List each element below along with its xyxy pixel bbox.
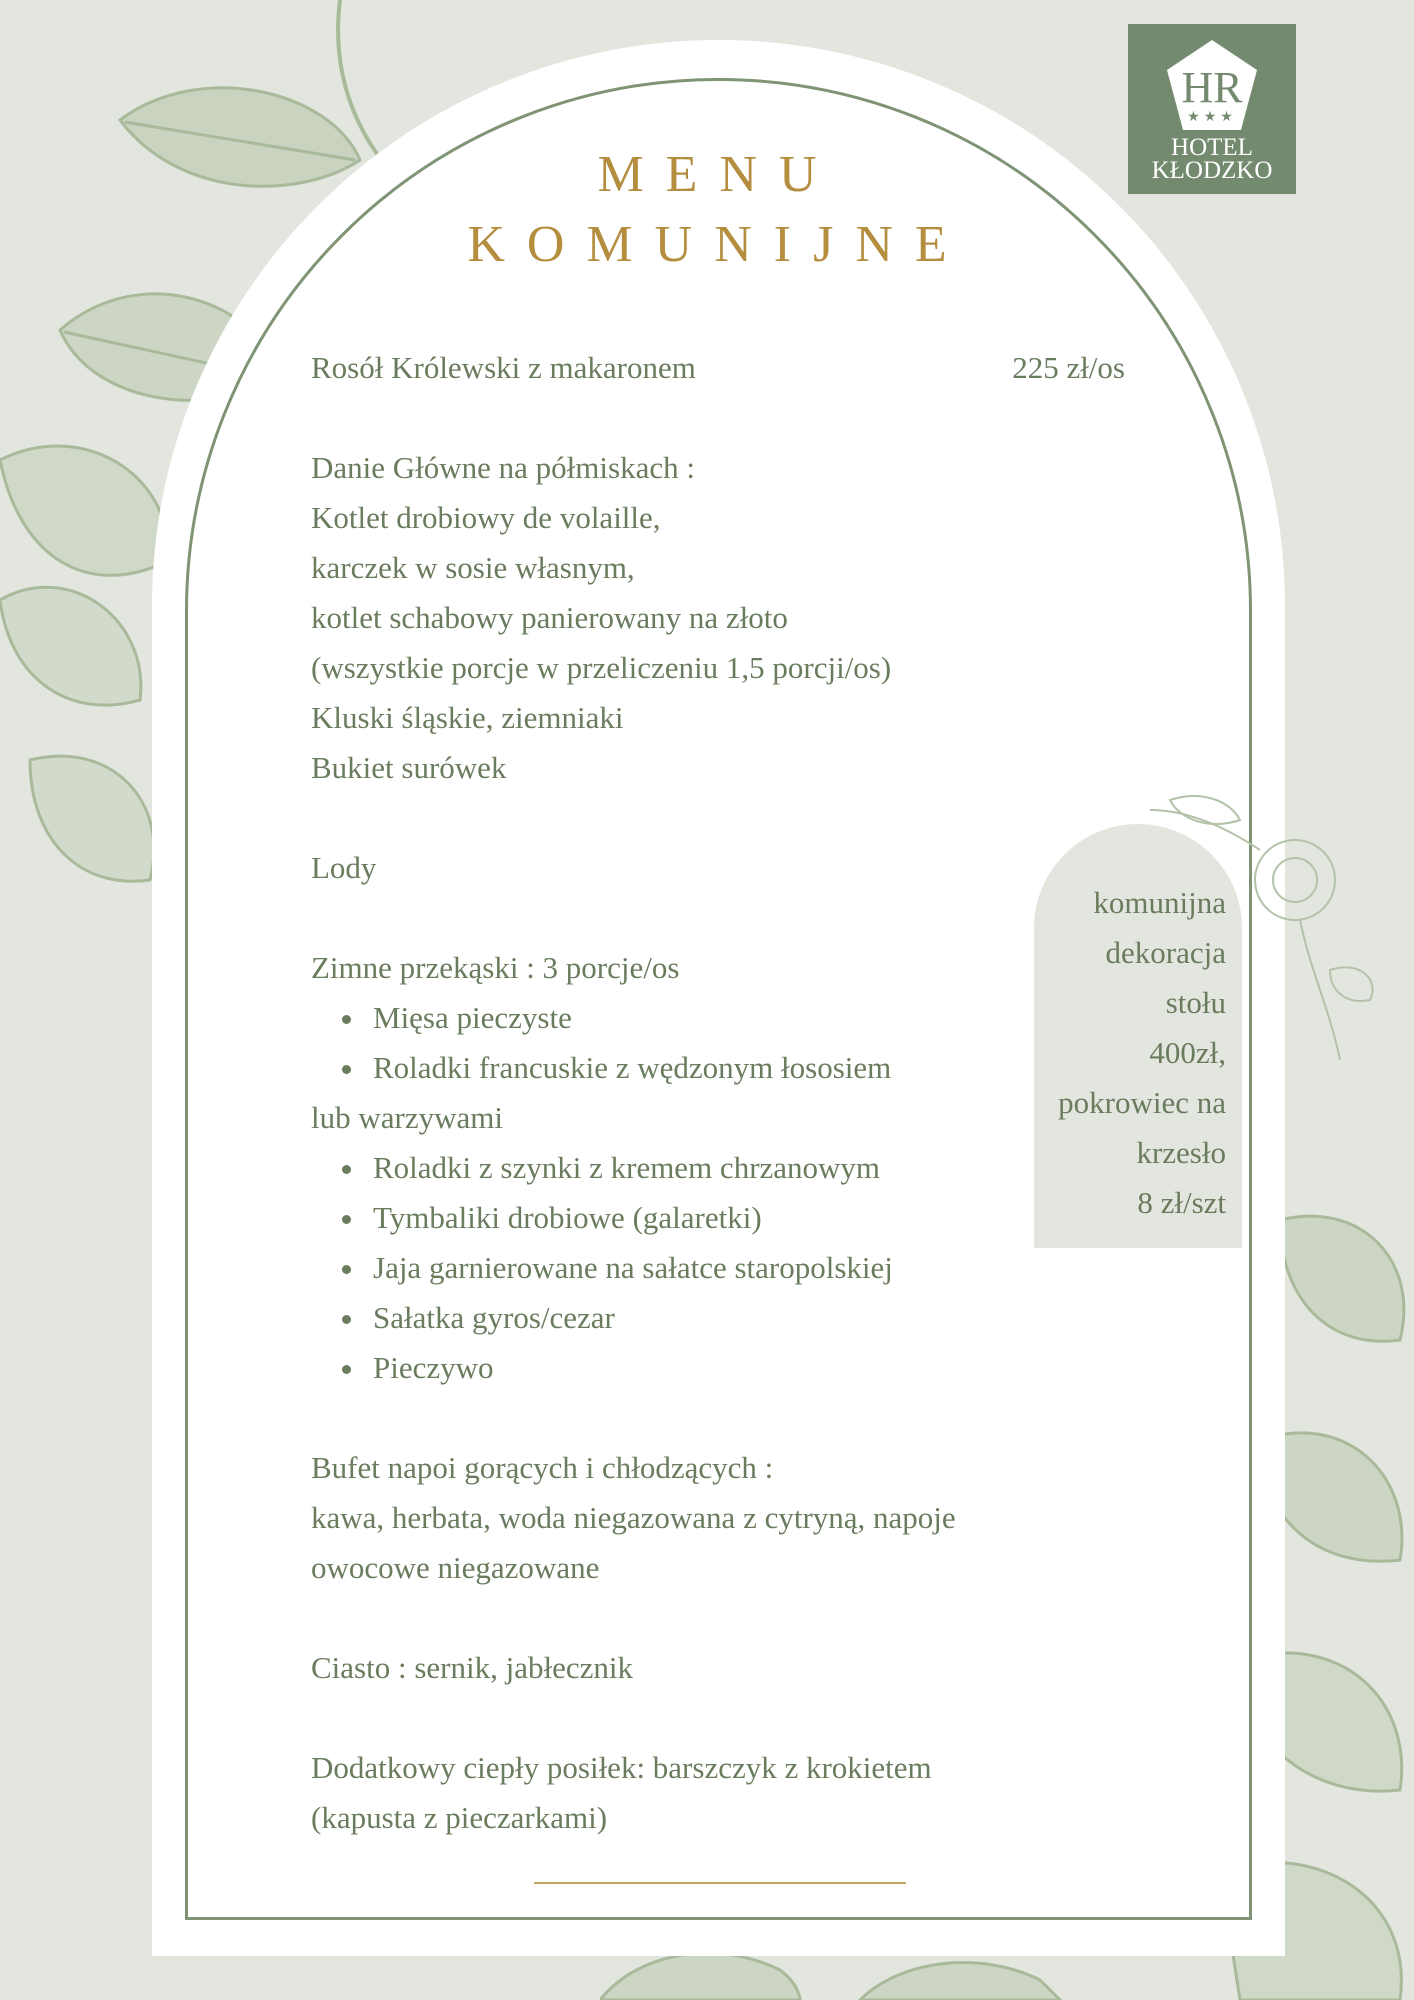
dessert: Lody (311, 850, 377, 885)
list-item: karczek w sosie własnym, (311, 550, 635, 585)
bullet-item: Roladki z szynki z kremem chrzanowym (311, 1143, 1031, 1193)
bullet-item: Jaja garnierowane na sałatce staropolskiej (311, 1243, 1031, 1293)
logo-city: KŁODZKO (1151, 157, 1273, 184)
drinks-line: kawa, herbata, woda niegazowana z cytryną, napoje (311, 1500, 956, 1535)
extra-meal: (kapusta z pieczarkami) (311, 1800, 608, 1835)
side-line: komunijna (1093, 885, 1226, 920)
title-komunijne: KOMUNIJNE (467, 216, 969, 273)
list-item: Kotlet drobiowy de volaille, (311, 500, 661, 535)
list-item: kotlet schabowy panierowany na złoto (311, 600, 788, 635)
drinks-line: owocowe niegazowane (311, 1550, 600, 1585)
list-item: (wszystkie porcje w przeliczeniu 1,5 porcji/os) (311, 650, 892, 685)
logo-hotel: HOTEL (1171, 134, 1253, 161)
decoration-price-text (1034, 878, 1226, 1228)
main-course-heading: Danie Główne na półmiskach : (311, 450, 695, 485)
side-line: krzesło (1136, 1135, 1226, 1170)
price-per-person: 225 zł/os (1012, 350, 1125, 385)
cake: Ciasto : sernik, jabłecznik (311, 1650, 633, 1685)
title-menu: MENU (597, 146, 839, 203)
extra-meal: Dodatkowy ciepły posiłek: barszczyk z krokietem (311, 1750, 932, 1785)
logo-stars: ★★★ (1187, 110, 1237, 125)
list-item: Bukiet surówek (311, 750, 507, 785)
list-item: Kluski śląskie, ziemniaki (311, 700, 624, 735)
bullet-item: Sałatka gyros/cezar (311, 1293, 1031, 1343)
bullet-item: Roladki francuskie z wędzonym łososiem (311, 1043, 1031, 1093)
side-line: dekoracja (1105, 935, 1226, 970)
side-line: pokrowiec na (1058, 1085, 1226, 1120)
bullet-item: Pieczywo (311, 1343, 1031, 1393)
side-line: 400zł, (1149, 1035, 1226, 1070)
menu-content (311, 343, 1031, 1843)
cold-appetizers-heading: Zimne przekąski : 3 porcje/os (311, 950, 680, 985)
side-line: 8 zł/szt (1137, 1185, 1226, 1220)
bullet-item: Tymbaliki drobiowe (galaretki) (311, 1193, 1031, 1243)
bullet-item: Mięsa pieczyste (311, 993, 1031, 1043)
soup: Rosół Królewski z makaronem (311, 350, 696, 385)
side-line: stołu (1165, 985, 1226, 1020)
bullet-continuation: lub warzywami (311, 1100, 503, 1135)
drinks-heading: Bufet napoi gorących i chłodzących : (311, 1450, 774, 1485)
logo-initials: HR (1181, 63, 1243, 112)
divider (534, 1882, 906, 1884)
